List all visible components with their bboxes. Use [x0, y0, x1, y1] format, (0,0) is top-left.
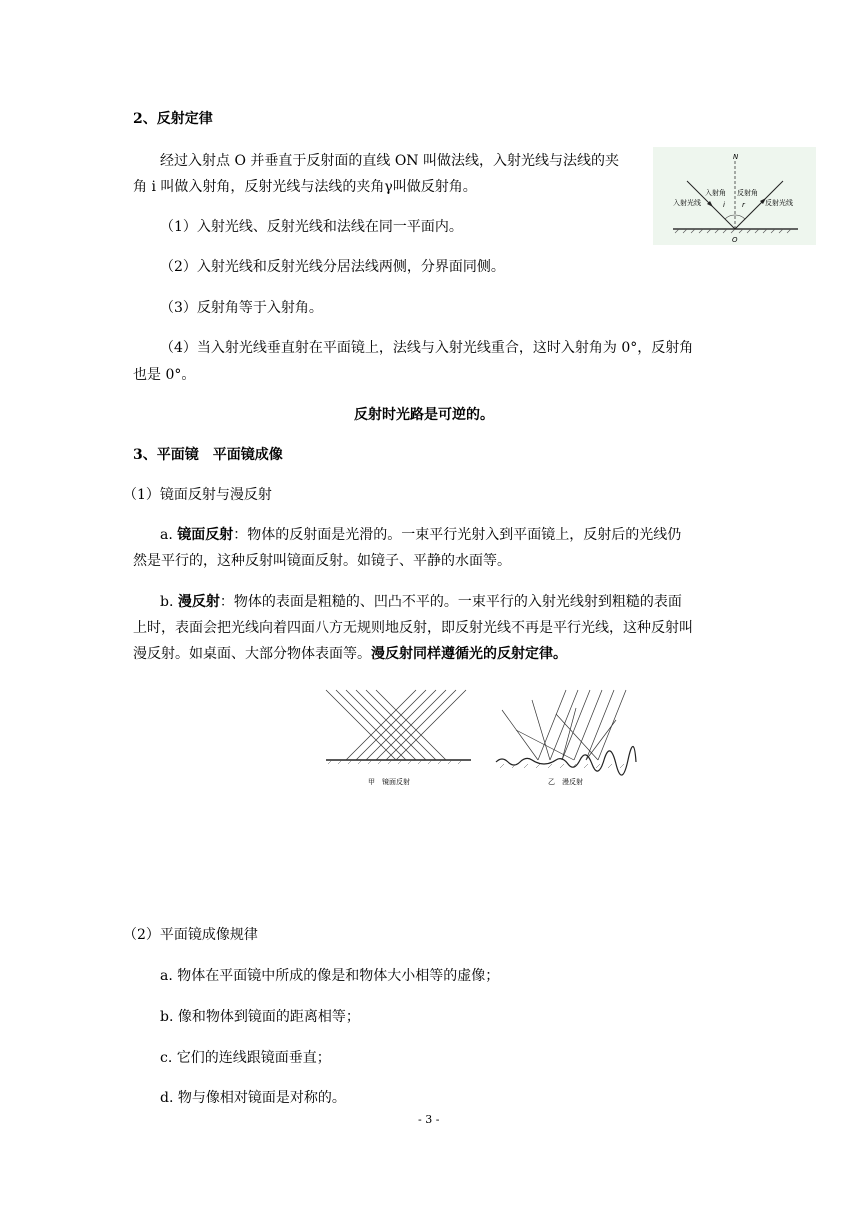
- specular-label: a.: [160, 527, 178, 543]
- law-item-4-line-2: 也是 0°。: [133, 367, 196, 383]
- specular-term: 镜面反射: [177, 527, 234, 543]
- diffuse-text-3: 漫反射。如桌面、大部分物体表面等。: [133, 646, 371, 662]
- diffuse-law-note: 漫反射同样遵循光的反射定律。: [371, 646, 567, 662]
- reflected-ray-label: 反射光线: [765, 199, 793, 207]
- reflection-law-figure: [653, 147, 816, 245]
- point-label-o: O: [732, 236, 738, 244]
- law-item-2: （2）入射光线和反射光线分居法线两侧，分界面同侧。: [160, 259, 505, 275]
- reflected-angle-arc: [735, 215, 745, 219]
- diffuse-line-1: [160, 591, 682, 611]
- law-item-1: （1）入射光线、反射光线和法线在同一平面内。: [160, 219, 463, 235]
- diffuse-label: b.: [160, 594, 178, 610]
- subsection-2-title: （2）平面镜成像规律: [123, 927, 258, 943]
- definition-line-2: 角 i 叫做入射角，反射光线与法线的夹角γ叫做反射角。: [133, 179, 477, 195]
- reflection-diagram: [653, 147, 816, 245]
- specular-text-1: ：物体的反射面是光滑的。一束平行光射入到平面镜上，反射后的光线仍: [233, 527, 682, 543]
- reflection-types-diagram: [316, 680, 646, 792]
- law-item-3: （3）反射角等于入射角。: [160, 300, 323, 316]
- law-item-4-line-1: （4）当入射光线垂直射在平面镜上，法线与入射光线重合，这时入射角为 0°，反射角: [160, 340, 694, 356]
- page-number: - 3 -: [418, 1113, 440, 1126]
- diffuse-rays: [502, 690, 626, 760]
- diffuse-text-1: ：物体的表面是粗糙的、凹凸不平的。一束平行的入射光线射到粗糙的表面: [219, 594, 682, 610]
- specular-line-1: [160, 524, 681, 544]
- specular-line-2: 然是平行的，这种反射叫镜面反射。如镜子、平静的水面等。: [133, 553, 511, 569]
- mirror-rule-b: b. 像和物体到镜面的距离相等；: [160, 1009, 360, 1025]
- angle-label-r: r: [742, 201, 745, 209]
- diffuse-caption: 乙 漫反射: [548, 778, 583, 786]
- specular-rays: [326, 690, 466, 760]
- angle-label-i: i: [723, 201, 725, 209]
- diffuse-line-3: [133, 643, 567, 663]
- incident-ray-label: 入射光线: [673, 199, 701, 207]
- section-2-title: 2、反射定律: [133, 111, 213, 127]
- section-3-title: 3、平面镜 平面镜成像: [133, 447, 283, 463]
- normal-label-n: N: [733, 153, 739, 161]
- mirror-rule-c: c. 它们的连线跟镜面垂直；: [160, 1050, 331, 1066]
- incident-angle-label: 入射角: [705, 189, 726, 197]
- definition-line-1: 经过入射点 O 并垂直于反射面的直线 ON 叫做法线，入射光线与法线的夹: [160, 153, 620, 169]
- diffuse-line-2: 上时，表面会把光线向着四面八方无规则地反射，即反射光线不再是平行光线，这种反射叫: [133, 620, 693, 636]
- reflection-types-figure: [316, 680, 646, 792]
- reflected-angle-label: 反射角: [737, 189, 758, 197]
- rough-surface-hatching: [500, 764, 624, 768]
- incident-angle-arc: [725, 215, 735, 219]
- subsection-1-title: （1）镜面反射与漫反射: [123, 487, 272, 503]
- mirror-rule-a: a. 物体在平面镜中所成的像是和物体大小相等的虚像；: [160, 968, 500, 984]
- diffuse-term: 漫反射: [177, 594, 220, 610]
- specular-caption: 甲 镜面反射: [368, 778, 410, 786]
- reversibility-note: 反射时光路是可逆的。: [354, 407, 494, 423]
- mirror-rule-d: d. 物与像相对镜面是对称的。: [160, 1090, 346, 1106]
